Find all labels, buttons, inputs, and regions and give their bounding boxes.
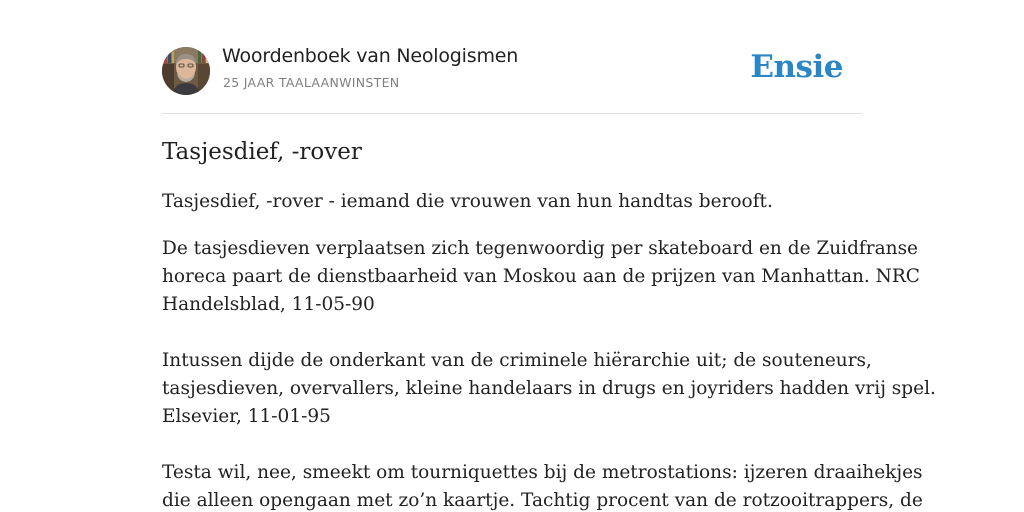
quote-line: Handelsblad, 11-05-90 <box>162 294 375 315</box>
quote-line: Intussen dijde de onderkant van de criminele hiërarchie uit; de souteneurs, <box>162 350 872 371</box>
entry-content <box>162 136 936 512</box>
quote <box>162 459 923 512</box>
quote-line: Elsevier, 11-01-95 <box>162 406 331 427</box>
author-portrait-icon <box>162 47 210 95</box>
quotes-list <box>162 235 936 512</box>
quote-line: horeca paart de dienstbaarheid van Moskou aan de prijzen van Manhattan. NRC <box>162 266 920 287</box>
site-title[interactable]: Woordenboek van Neologismen <box>222 45 519 67</box>
quote <box>162 235 920 319</box>
entry-title: Tasjesdief, -rover <box>162 139 362 165</box>
avatar[interactable] <box>162 47 210 95</box>
page <box>162 0 936 511</box>
site-subtitle: 25 JAAR TAALAANWINSTEN <box>223 75 400 90</box>
entry-definition: Tasjesdief, -rover - iemand die vrouwen van hun handtas berooft. <box>162 191 773 212</box>
ensie-logo[interactable]: Ensie <box>750 49 843 85</box>
quote-line: die alleen opengaan met zo’n kaartje. Tachtig procent van de rotzooitrappers, de <box>162 490 923 511</box>
quote-line: Testa wil, nee, smeekt om tourniquettes bij de metrostations: ijzeren draaihekjes <box>162 462 923 483</box>
quote-line: tasjesdieven, overvallers, kleine handelaars in drugs en joyriders hadden vrij spel. <box>162 378 936 399</box>
quote-line: De tasjesdieven verplaatsen zich tegenwoordig per skateboard en de Zuidfranse <box>162 238 919 259</box>
site-header <box>162 0 862 114</box>
quote <box>162 347 936 431</box>
